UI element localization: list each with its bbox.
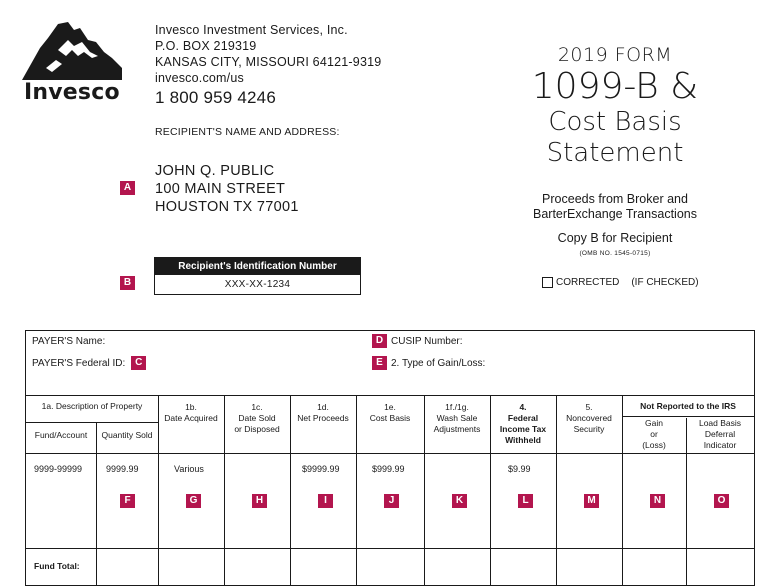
badge-m: M xyxy=(584,494,599,508)
cell-cost-basis: $999.99 xyxy=(372,464,405,474)
gain-loss-type-label: 2. Type of Gain/Loss: xyxy=(391,357,486,369)
cell-net-proceeds: $9999.99 xyxy=(302,464,340,474)
col-header-load-basis: Load Basis Deferral Indicator xyxy=(698,418,742,450)
brand-name: Invesco xyxy=(24,80,120,105)
col-header-fund-account: Fund/Account xyxy=(34,430,88,440)
payer-po-box: P.O. BOX 219319 xyxy=(155,39,257,53)
payer-fed-id-field xyxy=(32,356,146,370)
recipient-name: JOHN Q. PUBLIC xyxy=(155,163,275,179)
badge-l: L xyxy=(518,494,533,508)
cell-fund-account: 9999-99999 xyxy=(34,464,83,474)
badge-n: N xyxy=(650,494,665,508)
col-header-quantity-sold: Quantity Sold xyxy=(101,430,153,440)
recipient-id-box xyxy=(154,257,361,295)
form-table xyxy=(25,330,755,586)
col-header-1a: 1a. Description of Property xyxy=(41,401,143,411)
badge-h: H xyxy=(252,494,267,508)
form-title xyxy=(495,44,735,169)
gain-loss-type-field xyxy=(372,356,485,370)
badge-e: E xyxy=(372,356,387,370)
corrected-checkbox[interactable] xyxy=(542,277,553,288)
badge-c: C xyxy=(131,356,146,370)
payer-name-field xyxy=(32,336,105,347)
cell-quantity-sold: 9999.99 xyxy=(106,464,139,474)
col-header-1f-1g: 1f./1g. Wash Sale Adjustments xyxy=(433,402,481,434)
badge-a: A xyxy=(120,181,135,195)
payer-phone: 1 800 959 4246 xyxy=(155,88,276,107)
badge-d: D xyxy=(372,334,387,348)
badge-f: F xyxy=(120,494,135,508)
cusip-field xyxy=(372,334,463,348)
copy-label: Copy B for Recipient xyxy=(557,231,673,245)
col-header-1c: 1c. Date Sold or Disposed xyxy=(234,402,280,434)
form-subtitle xyxy=(495,192,735,222)
badge-k: K xyxy=(452,494,467,508)
cusip-label: CUSIP Number: xyxy=(391,335,463,347)
form-year: 2019 FORM xyxy=(557,44,673,66)
recipient-street: 100 MAIN STREET xyxy=(155,181,286,197)
omb-number: (OMB NO. 1545-0715) xyxy=(579,250,651,257)
subtitle-line2: BarterExchange Transactions xyxy=(533,207,697,221)
payer-city: KANSAS CITY, MISSOURI 64121-9319 xyxy=(155,55,382,69)
invesco-logo xyxy=(22,20,126,105)
col-header-5: 5. Noncovered Security xyxy=(566,402,612,434)
recipient-label: RECIPIENT'S NAME AND ADDRESS: xyxy=(155,126,340,138)
payer-website: invesco.com/us xyxy=(155,71,244,85)
badge-b: B xyxy=(120,276,135,290)
payer-company-name: Invesco Investment Services, Inc. xyxy=(155,23,348,37)
badge-j: J xyxy=(384,494,399,508)
badge-o: O xyxy=(714,494,729,508)
col-header-1e: 1e. Cost Basis xyxy=(369,402,411,423)
badge-g: G xyxy=(186,494,201,508)
cell-tax-withheld: $9.99 xyxy=(508,464,531,474)
col-header-gain-loss: Gain or (Loss) xyxy=(642,418,666,450)
mountain-logo-icon xyxy=(22,20,122,82)
cell-date-acquired: Various xyxy=(174,464,204,474)
payer-fed-id-label: PAYER'S Federal ID: xyxy=(32,357,126,369)
form-title-line3: Statement xyxy=(546,138,684,168)
corrected-field xyxy=(542,277,699,288)
payer-address-block xyxy=(155,22,381,109)
form-number: 1099-B & xyxy=(531,66,699,107)
form-title-line2: Cost Basis xyxy=(548,107,682,137)
col-header-4: 4. Federal Income Tax Withheld xyxy=(499,402,547,445)
corrected-label: CORRECTED xyxy=(556,277,620,288)
col-header-1d: 1d. Net Proceeds xyxy=(297,402,349,423)
recipient-id-value: XXX-XX-1234 xyxy=(224,279,291,290)
payer-name-label: PAYER'S Name: xyxy=(32,336,106,347)
recipient-id-label: Recipient's Identification Number xyxy=(155,258,360,275)
col-header-1b: 1b. Date Acquired xyxy=(164,402,218,423)
recipient-city: HOUSTON TX 77001 xyxy=(155,199,299,215)
payer-section xyxy=(26,331,754,396)
badge-i: I xyxy=(318,494,333,508)
subtitle-line1: Proceeds from Broker and xyxy=(542,192,688,206)
fund-total-label: Fund Total: xyxy=(34,561,80,571)
recipient-address xyxy=(155,162,299,216)
transaction-grid xyxy=(26,396,754,585)
if-checked-label: (IF CHECKED) xyxy=(631,277,699,288)
col-header-not-reported: Not Reported to the IRS xyxy=(640,401,736,411)
